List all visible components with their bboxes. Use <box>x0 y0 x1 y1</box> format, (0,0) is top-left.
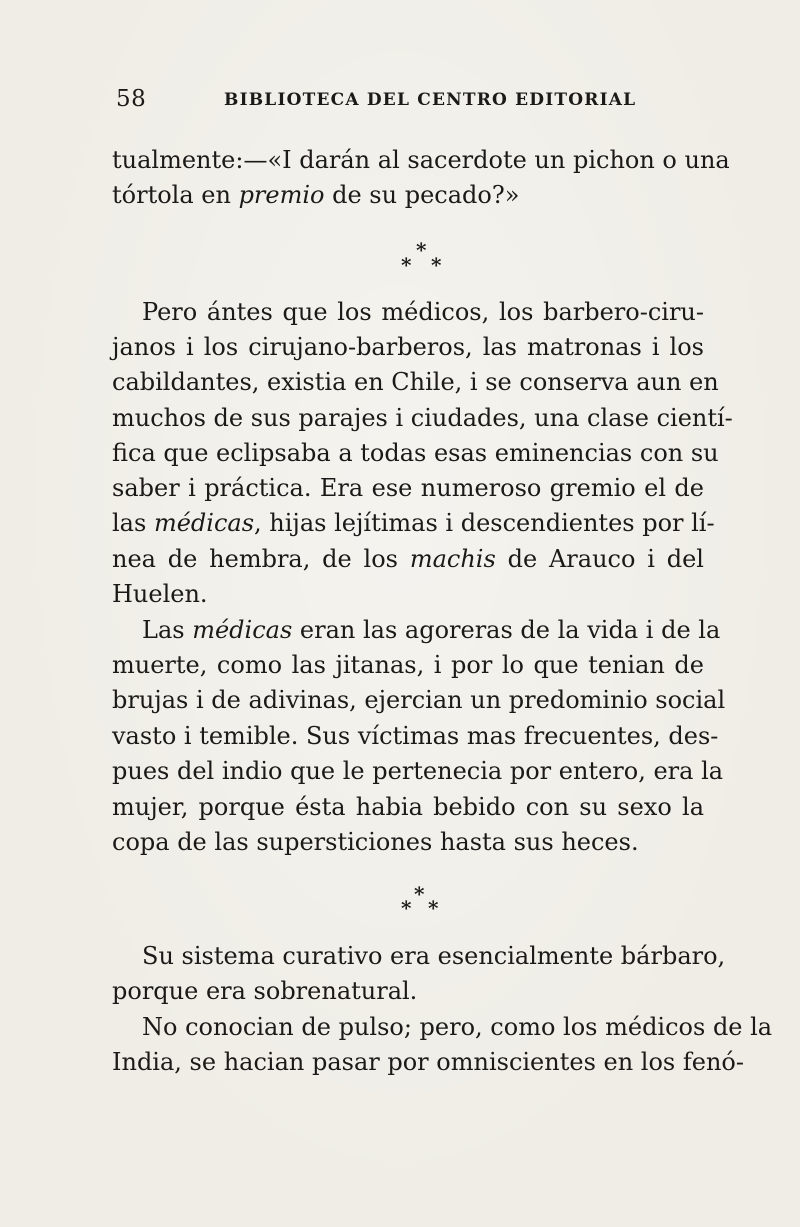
text-line: No conocian de pulso; pero, como los médicos de la <box>142 1013 773 1041</box>
text-line: muchos de sus parajes i ciudades, una clase cientí- <box>112 404 733 432</box>
text-line: vasto i temible. Sus víctimas mas frecuentes, des- <box>112 722 719 750</box>
text-line: fica que eclipsaba a todas esas eminencias con su <box>112 439 719 467</box>
text-line: brujas i de adivinas, ejercian un predominio social <box>112 686 726 714</box>
text-line: Pero ántes que los médicos, los barbero-ciru- <box>142 298 704 326</box>
text-line: cabildantes, existia en Chile, i se conserva aun en <box>112 368 719 396</box>
page-number: 58 <box>116 86 147 112</box>
text-line: janos i los cirujano-barberos, las matronas i los <box>112 333 704 361</box>
text-line: Su sistema curativo era esencialmente bárbaro, <box>142 942 726 970</box>
asterism-left: * <box>401 253 412 277</box>
text-line: las médicas, hijas lejítimas i descendientes por lí- <box>112 509 715 537</box>
text-line: pues del indio que le pertenecia por entero, era la <box>112 757 724 785</box>
asterism-top: * <box>416 238 427 262</box>
asterism-right-2: * <box>428 896 439 920</box>
text-line: porque era sobrenatural. <box>112 977 418 1005</box>
page-header <box>116 86 716 116</box>
italic-word: premio <box>238 181 325 209</box>
italic-word: machis <box>409 545 496 573</box>
text-line: India, se hacian pasar por omniscientes en los fenó- <box>112 1048 744 1076</box>
asterism-top-2: * <box>414 882 425 906</box>
italic-word: médicas <box>153 509 255 537</box>
text-line: Huelen. <box>112 580 208 608</box>
text-line: nea de hembra, de los machis de Arauco i del <box>112 545 704 573</box>
running-head: BIBLIOTECA DEL CENTRO EDITORIAL <box>224 90 637 110</box>
text-line: tualmente:—«I darán al sacerdote un pichon o una <box>112 146 730 174</box>
text-line: muerte, como las jitanas, i por lo que tenian de <box>112 651 704 679</box>
asterism-right: * <box>431 253 442 277</box>
text-line: saber i práctica. Era ese numeroso gremio el de <box>112 474 704 502</box>
text-line: Las médicas eran las agoreras de la vida i de la <box>142 616 721 644</box>
asterism-left-2: * <box>401 896 412 920</box>
text-line: copa de las supersticiones hasta sus heces. <box>112 828 639 856</box>
text-line: mujer, porque ésta habia bebido con su sexo la <box>112 793 704 821</box>
text-line: tórtola en premio de su pecado?» <box>112 181 520 209</box>
italic-word: médicas <box>192 616 293 644</box>
